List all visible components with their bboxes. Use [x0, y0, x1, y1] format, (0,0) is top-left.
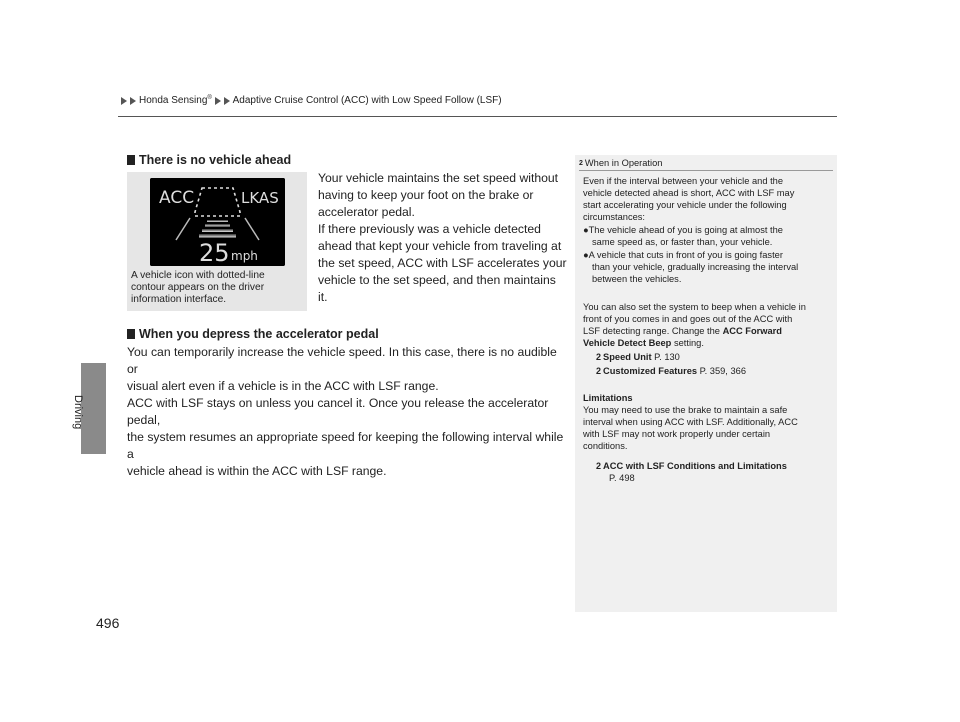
sidebar-paragraph-2: You can also set the system to beep when a vehicle in front of you comes in and goes out of the ACC with LSF detecting range. Change the ACC Forward Vehicle Detect Beep setting. — [583, 302, 806, 348]
display-graphic — [150, 178, 285, 266]
sidebar-divider — [579, 170, 833, 171]
breadcrumb-part1: Honda Sensing — [139, 95, 208, 107]
sidebar-limitations: Limitations You may need to use the brake to maintain a safe interval when using ACC with LSF. Additionally, ACC with LSF may not work properly under certain conditions. — [583, 393, 798, 451]
speed-unit: mph — [231, 249, 258, 263]
breadcrumb-arrow-icon — [121, 97, 127, 105]
reference-speed-unit[interactable]: 2 Speed Unit P. 130 — [596, 352, 680, 362]
caption-line: A vehicle icon with dotted-line — [131, 270, 265, 281]
section-heading-text: There is no vehicle ahead — [139, 153, 292, 167]
acc-label: ACC — [159, 188, 195, 208]
text-line: the set speed, ACC with LSF accelerates your — [318, 256, 567, 270]
bullet-icon: ● — [583, 225, 589, 235]
section-heading-no-vehicle — [127, 153, 291, 167]
page-number: 496 — [96, 615, 120, 631]
text-line: ahead that kept your vehicle from traveling at — [318, 239, 562, 253]
breadcrumb-part2: Adaptive Cruise Control (ACC) with Low Speed Follow (LSF) — [232, 95, 502, 107]
reference-customized-features[interactable]: 2 Customized Features P. 359, 366 — [596, 366, 746, 376]
lkas-label: LKAS — [241, 189, 279, 207]
sidebar-bullet-1: ●The vehicle ahead of you is going at almost the same speed as, or faster than, your vehicle. — [583, 225, 783, 247]
text-line: You can temporarily increase the vehicle speed. In this case, there is no audible or — [127, 345, 557, 376]
caption-line: information interface. — [131, 294, 227, 305]
text-line: Your vehicle maintains the set speed without — [318, 171, 559, 185]
caption-line: contour appears on the driver — [131, 282, 265, 293]
driver-info-display — [150, 178, 285, 266]
bullet-icon: ● — [583, 250, 589, 260]
note-icon: 2 — [579, 160, 583, 167]
text-line: ACC with LSF stays on unless you cancel it. Once you release the accelerator pedal, — [127, 396, 549, 427]
text-line: the system resumes an appropriate speed for keeping the following interval while a — [127, 430, 564, 461]
heading-square-icon — [127, 155, 135, 165]
sidebar-paragraph-1: Even if the interval between your vehicle and the vehicle detected ahead is short, ACC with LSF may start accelerating your vehicle under the following circumstances: — [583, 176, 795, 222]
breadcrumb-arrow-icon — [224, 97, 230, 105]
heading-square-icon — [127, 329, 135, 339]
text-line: vehicle ahead is within the ACC with LSF range. — [127, 464, 387, 478]
text-line: visual alert even if a vehicle is in the ACC with LSF range. — [127, 379, 439, 393]
chapter-label: Driving — [72, 395, 84, 430]
breadcrumb — [121, 95, 502, 106]
chapter-tab — [81, 363, 106, 454]
reference-icon: 2 — [596, 366, 602, 376]
registered-mark: ® — [207, 95, 212, 101]
section-heading-text: When you depress the accelerator pedal — [139, 327, 379, 341]
text-line: having to keep your foot on the brake or — [318, 188, 534, 202]
figure-caption — [131, 270, 303, 306]
section2-body — [127, 344, 567, 480]
sidebar-notes — [575, 155, 837, 612]
set-speed-value: 25 — [199, 239, 230, 266]
text-line: accelerator pedal. — [318, 205, 415, 219]
sidebar-title: 2 When in Operation — [579, 158, 663, 168]
reference-icon: 2 — [596, 352, 602, 362]
section1-body — [318, 170, 568, 306]
breadcrumb-arrow-icon — [215, 97, 221, 105]
text-line: If there previously was a vehicle detected — [318, 222, 541, 236]
header-divider — [118, 116, 837, 117]
section-heading-accelerator — [127, 327, 379, 341]
breadcrumb-arrow-icon — [130, 97, 136, 105]
sidebar-bullet-2: ●A vehicle that cuts in front of you is going faster than your vehicle, gradually increasing the interval between the vehicles. — [583, 250, 799, 284]
text-line: vehicle to the set speed, and then maintains it. — [318, 273, 556, 304]
reference-icon: 2 — [596, 461, 602, 471]
reference-acc-limitations[interactable]: 2 ACC with LSF Conditions and Limitations P. 498 — [596, 461, 787, 483]
